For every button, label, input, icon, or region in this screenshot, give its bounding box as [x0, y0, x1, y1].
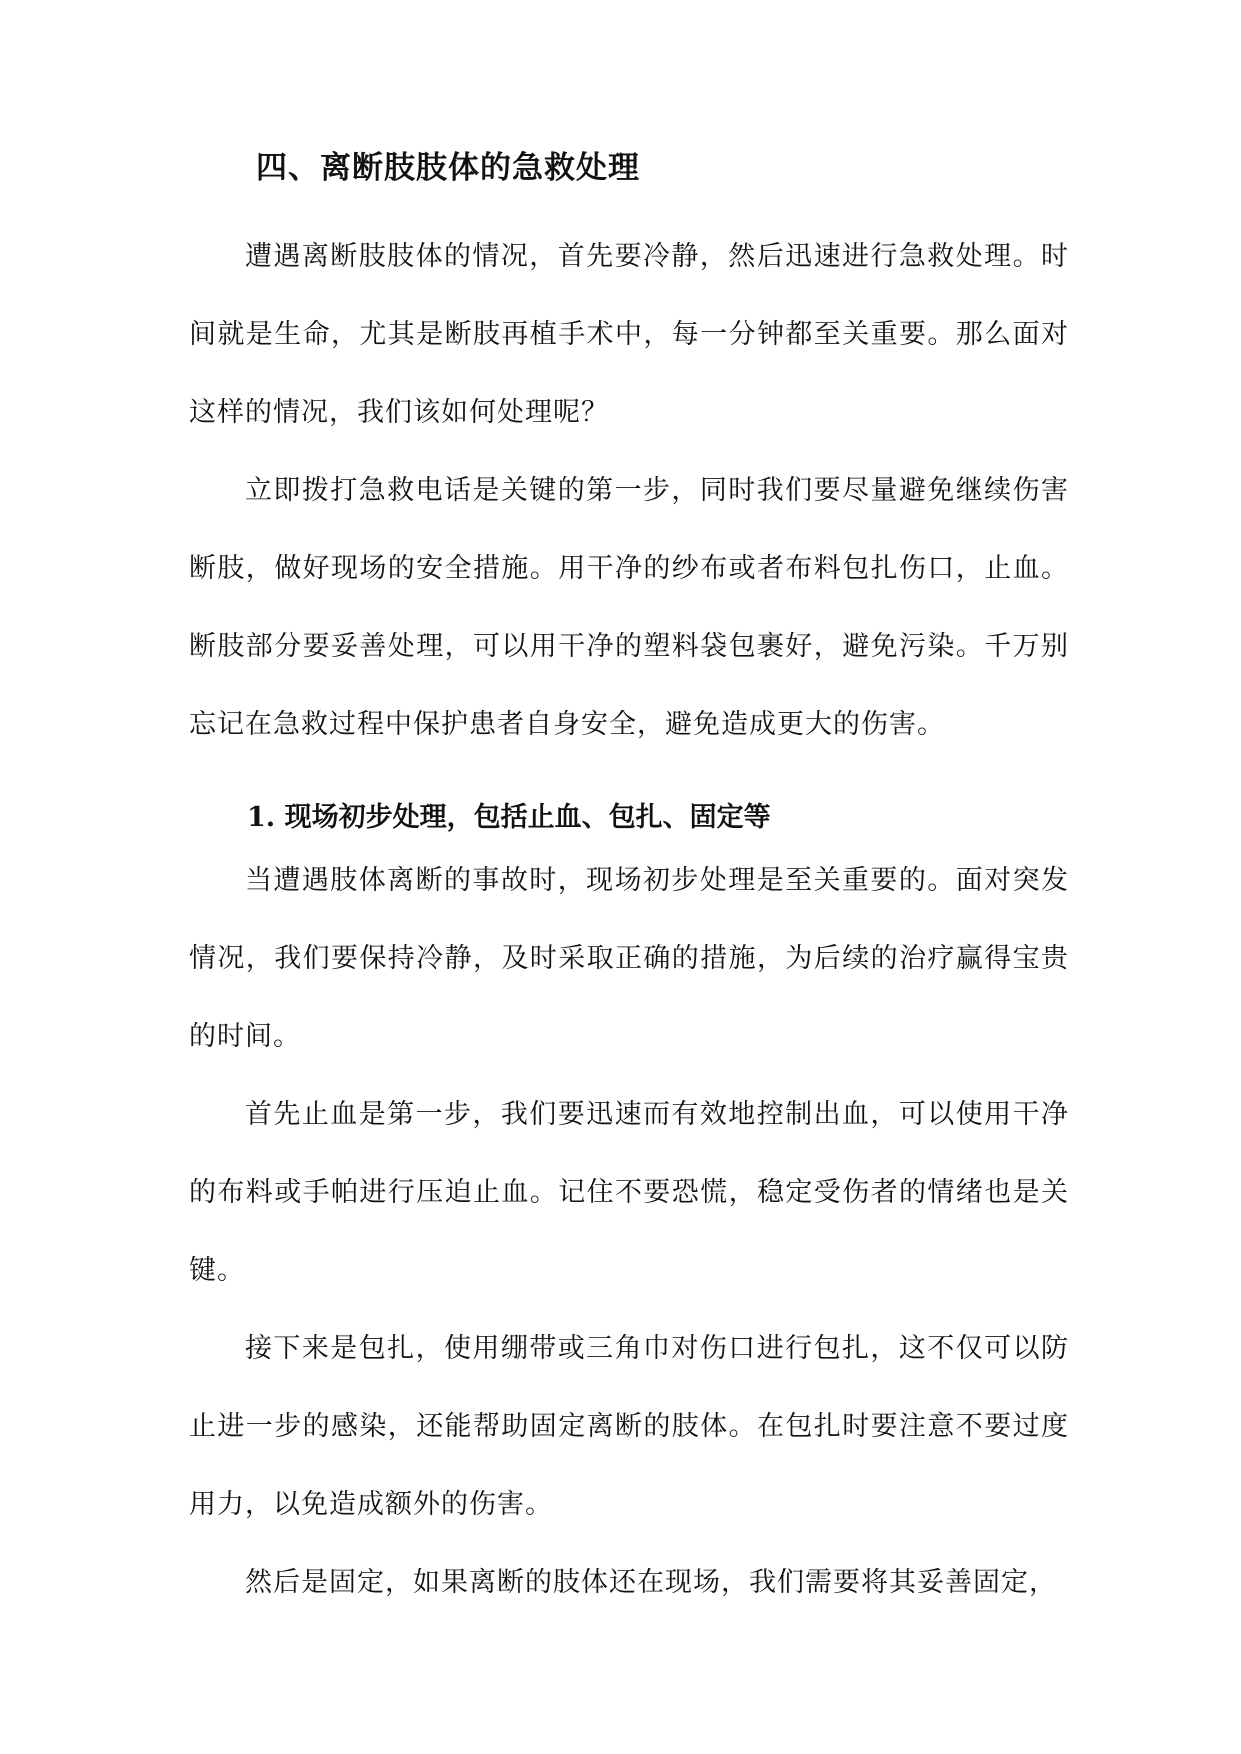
paragraph: 立即拨打急救电话是关键的第一步，同时我们要尽量避免继续伤害断肢，做好现场的安全措施。用干净的纱布或者布料包扎伤口，止血。断肢部分要妥善处理，可以用干净的塑料袋包裹好，避免污染。千万别忘记在急救过程中保护患者自身安全，避免造成更大的伤害。 [189, 475, 1069, 740]
paragraph: 当遭遇肢体离断的事故时，现场初步处理是至关重要的。面对突发情况，我们要保持冷静，及时采取正确的措施，为后续的治疗赢得宝贵的时间。 [189, 865, 1069, 1052]
paragraph: 遭遇离断肢肢体的情况，首先要冷静，然后迅速进行急救处理。时间就是生命，尤其是断肢再植手术中，每一分钟都至关重要。那么面对这样的情况，我们该如何处理呢？ [189, 241, 1069, 428]
paragraph: 首先止血是第一步，我们要迅速而有效地控制出血，可以使用干净的布料或手帕进行压迫止血。记住不要恐慌，稳定受伤者的情绪也是关键。 [189, 1099, 1069, 1286]
subsection-title: 1. 现场初步处理，包括止血、包扎、固定等 [247, 802, 771, 833]
section-title: 四、离断肢肢体的急救处理 [256, 150, 640, 186]
paragraph: 接下来是包扎，使用绷带或三角巾对伤口进行包扎，这不仅可以防止进一步的感染，还能帮助固定离断的肢体。在包扎时要注意不要过度用力，以免造成额外的伤害。 [189, 1333, 1069, 1520]
paragraph: 然后是固定，如果离断的肢体还在现场，我们需要将其妥善固定， [245, 1567, 1057, 1598]
